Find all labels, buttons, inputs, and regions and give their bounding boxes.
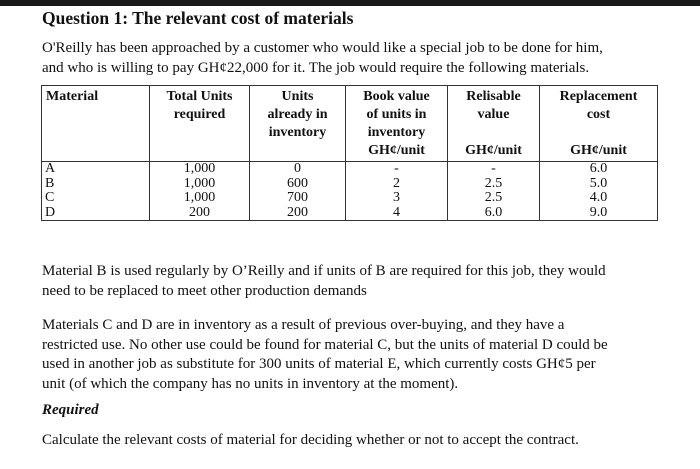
- material-cell: D: [45, 204, 56, 220]
- table-cell: 2: [393, 175, 400, 191]
- table-cell: 4: [393, 204, 400, 220]
- table-cell: 2.5: [484, 175, 503, 191]
- table-cell: 3: [393, 190, 400, 205]
- table-cell: 600: [287, 175, 308, 191]
- units-in-inventory-column: [250, 162, 346, 221]
- intro-line: and who is willing to pay GH¢22,000 for it. The job would require the following materials.: [42, 60, 590, 76]
- header-book-value: Book value of units in inventory GH¢/unit: [346, 86, 448, 162]
- material-cell: B: [45, 175, 55, 191]
- table-cell: 1,000: [183, 190, 216, 205]
- paragraph-line: Materials C and D are in inventory as a result of previous over-buying, and they have a: [42, 317, 565, 333]
- paragraph-line: unit (of which the company has no units in inventory at the moment).: [42, 375, 459, 392]
- realisable-value-column: [448, 162, 540, 221]
- materials-table: [41, 85, 658, 221]
- paragraph-material-b: [42, 262, 662, 301]
- header-total-units: Total Units required: [150, 86, 250, 162]
- paragraph-line: used in another job as substitute for 300 units of material E, which currently costs GH¢5 per: [42, 356, 596, 372]
- table-cell: 1,000: [183, 175, 216, 191]
- paragraph-task: [42, 431, 662, 451]
- table-cell: -: [491, 161, 496, 176]
- table-body-row: [42, 162, 658, 221]
- header-units-in-inventory: Units already in inventory: [250, 86, 346, 162]
- book-value-column: [346, 162, 448, 221]
- table-cell: 200: [287, 204, 308, 220]
- header-replacement-cost: Replacement cost GH¢/unit: [540, 86, 658, 162]
- top-border: [0, 0, 700, 6]
- table-cell: 2.5: [484, 190, 503, 205]
- paragraph-materials-c-d: [42, 316, 662, 394]
- question-title: Question 1: The relevant cost of materials: [42, 8, 354, 28]
- table-cell: 4.0: [589, 190, 608, 205]
- table-cell: 6.0: [484, 204, 503, 220]
- table-cell: 0: [294, 161, 301, 176]
- table-cell: 6.0: [589, 161, 608, 176]
- intro-line: O'Reilly has been approached by a customer who would like a special job to be done for him,: [42, 40, 603, 56]
- material-column: [42, 162, 150, 221]
- paragraph-line: need to be replaced to meet other production demands: [42, 282, 367, 299]
- table-cell: 1,000: [183, 161, 216, 176]
- intro-paragraph: [42, 38, 662, 78]
- replacement-cost-column: [540, 162, 658, 221]
- paragraph-line: Material B is used regularly by O’Reilly and if units of B are required for this job, they would: [42, 263, 606, 279]
- table-cell: 200: [189, 204, 210, 220]
- required-heading: Required: [42, 402, 99, 418]
- material-cell: A: [45, 161, 56, 176]
- table-cell: 700: [287, 190, 308, 205]
- header-realisable-value: Relisable value GH¢/unit: [448, 86, 540, 162]
- table-header-row: [42, 86, 658, 162]
- paragraph-line: Calculate the relevant costs of material for deciding whether or not to accept the contract.: [42, 432, 579, 448]
- header-material: Material: [42, 86, 150, 162]
- table-cell: -: [394, 161, 399, 176]
- table-cell: 5.0: [589, 175, 608, 191]
- paragraph-line: restricted use. No other use could be found for material C, but the units of material D could be: [42, 336, 608, 353]
- material-cell: C: [45, 190, 55, 205]
- table-cell: 9.0: [589, 204, 608, 220]
- total-units-column: [150, 162, 250, 221]
